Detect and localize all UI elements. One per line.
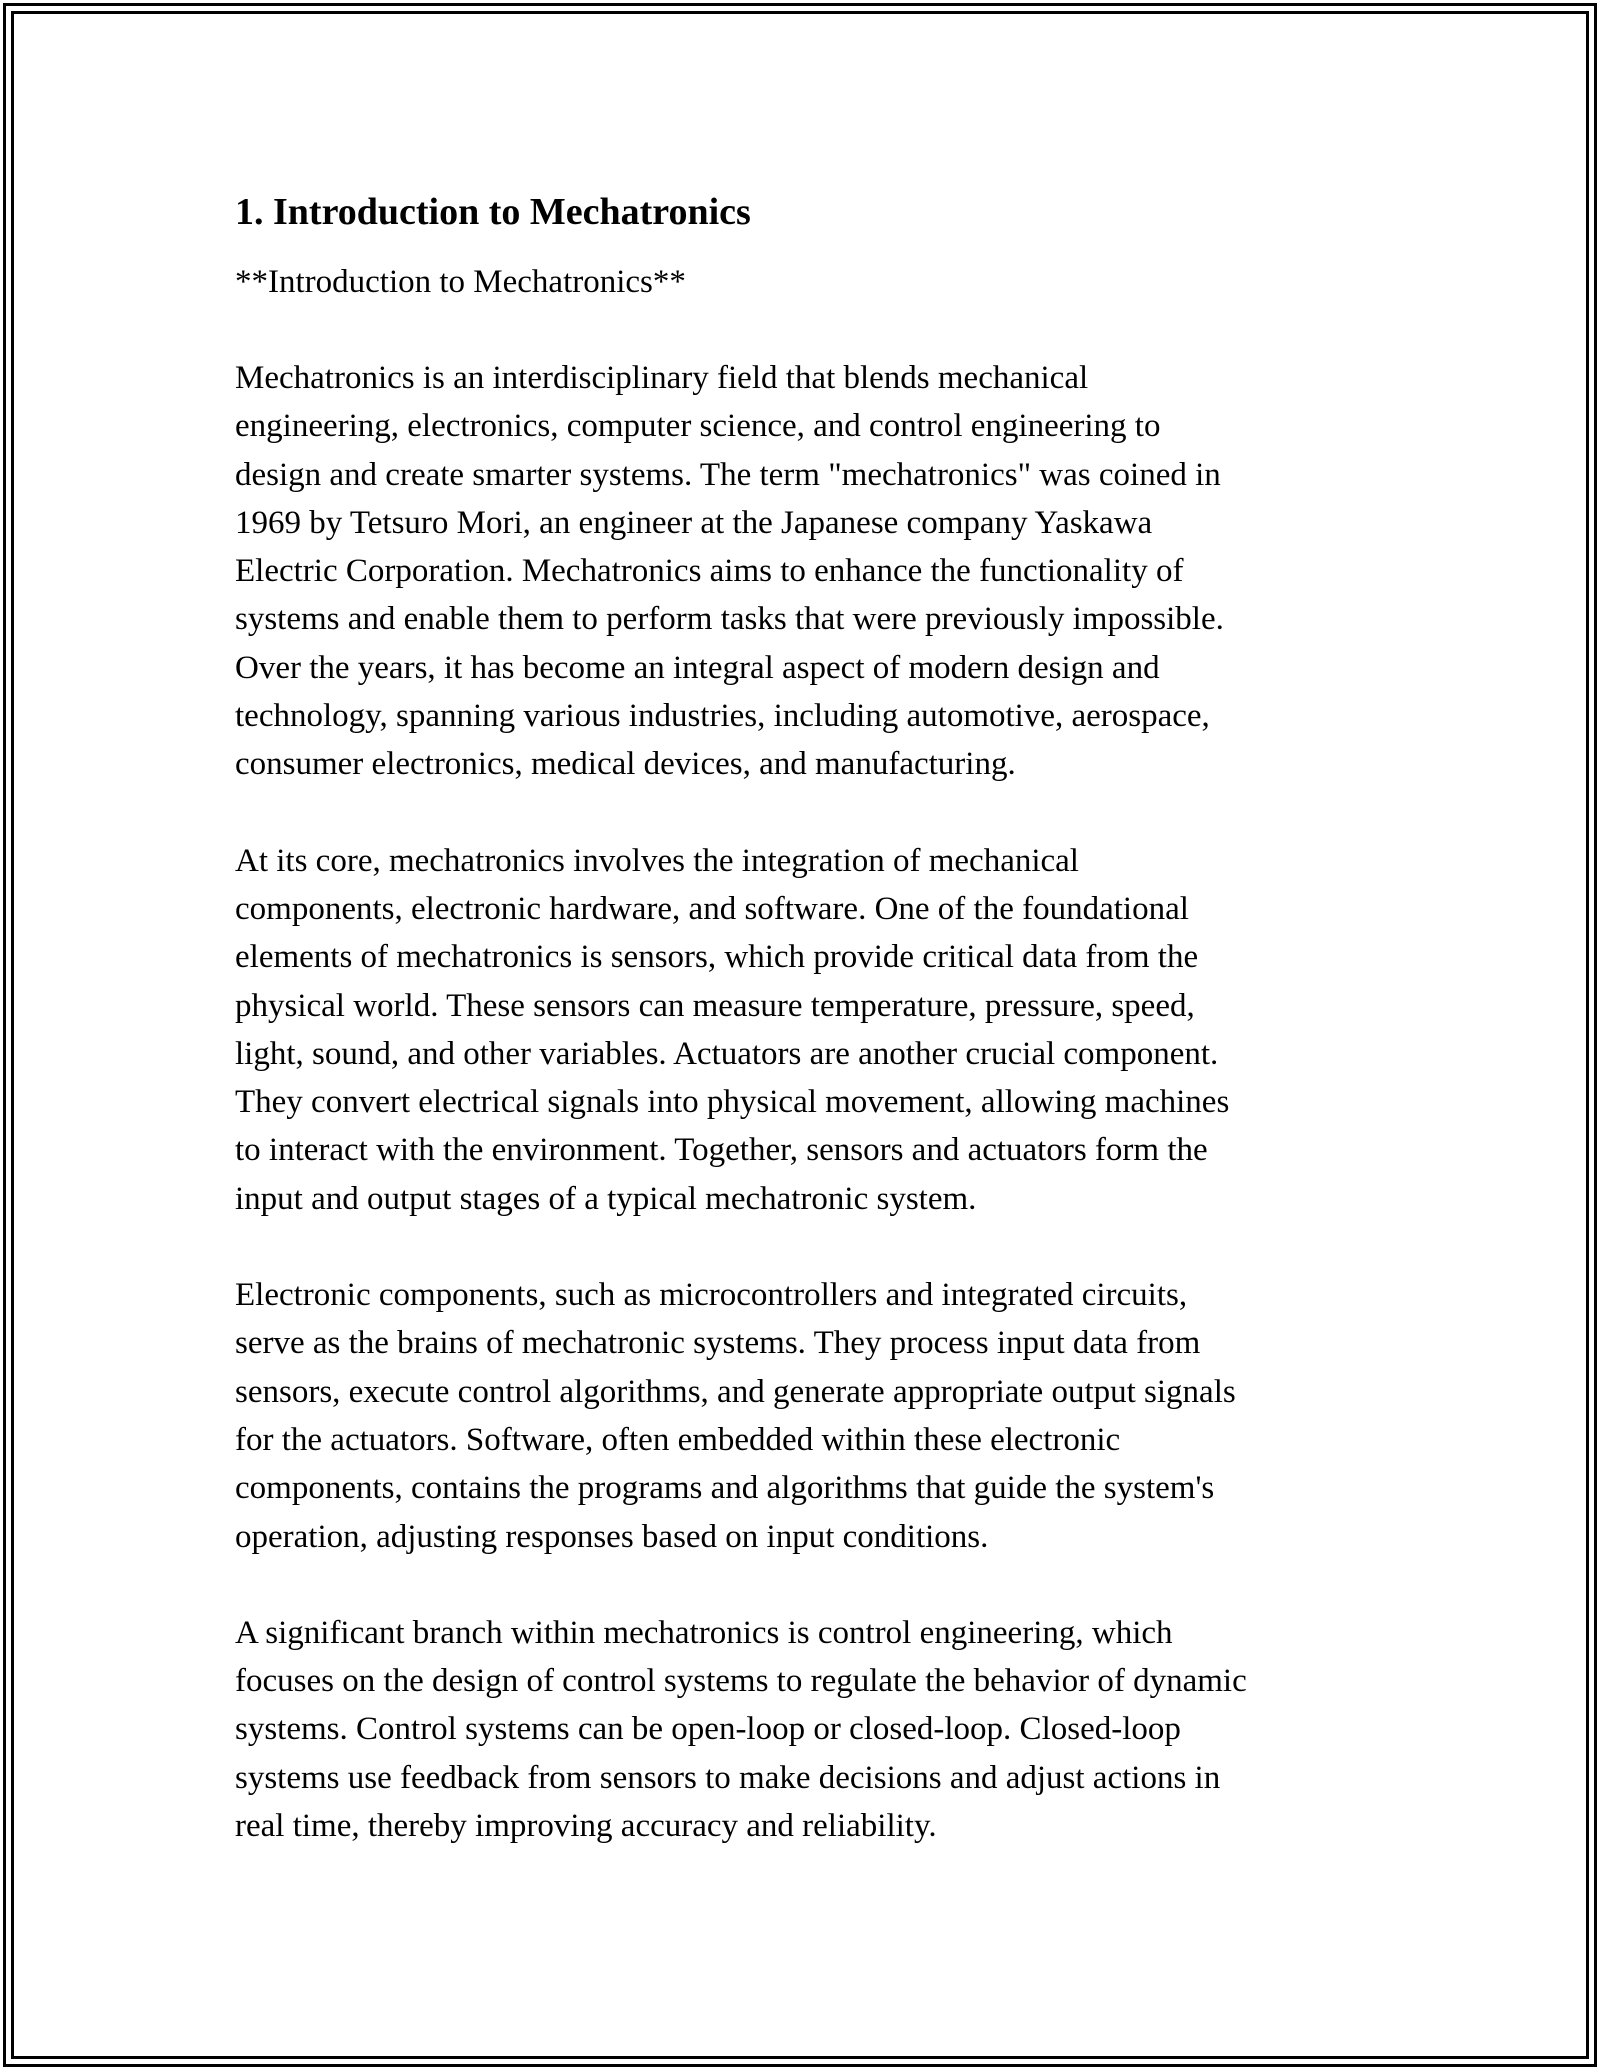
paragraph-line: systems and enable them to perform tasks that were previously impossible. bbox=[235, 601, 1224, 638]
paragraph-line: Over the years, it has become an integral aspect of modern design and bbox=[235, 649, 1160, 686]
paragraph-line: serve as the brains of mechatronic systems. They process input data from bbox=[235, 1325, 1201, 1362]
paragraph-line: light, sound, and other variables. Actuators are another crucial component. bbox=[235, 1035, 1219, 1072]
paragraph-line: At its core, mechatronics involves the integration of mechanical bbox=[235, 842, 1079, 879]
paragraph bbox=[235, 1609, 1375, 1850]
paragraph-line: systems. Control systems can be open-loop or closed-loop. Closed-loop bbox=[235, 1711, 1181, 1748]
paragraph-list bbox=[235, 354, 1375, 1850]
paragraph-line: real time, thereby improving accuracy and reliability. bbox=[235, 1808, 937, 1845]
document-body bbox=[235, 186, 1375, 1898]
paragraph-line: physical world. These sensors can measure temperature, pressure, speed, bbox=[235, 987, 1195, 1024]
paragraph-line: A significant branch within mechatronics is control engineering, which bbox=[235, 1614, 1173, 1651]
paragraph-line: Electronic components, such as microcontrollers and integrated circuits, bbox=[235, 1277, 1188, 1314]
paragraph-line: systems use feedback from sensors to make decisions and adjust actions in bbox=[235, 1759, 1221, 1796]
paragraph-line: technology, spanning various industries, including automotive, aerospace, bbox=[235, 698, 1210, 735]
paragraph-line: components, electronic hardware, and software. One of the foundational bbox=[235, 890, 1189, 927]
paragraph-line: design and create smarter systems. The term "mechatronics" was coined in bbox=[235, 456, 1221, 493]
paragraph-line: engineering, electronics, computer science, and control engineering to bbox=[235, 408, 1161, 445]
paragraph-line: input and output stages of a typical mechatronic system. bbox=[235, 1180, 977, 1217]
paragraph-line: consumer electronics, medical devices, and manufacturing. bbox=[235, 746, 1016, 783]
paragraph-line: sensors, execute control algorithms, and generate appropriate output signals bbox=[235, 1373, 1236, 1410]
paragraph-line: Mechatronics is an interdisciplinary field that blends mechanical bbox=[235, 360, 1089, 396]
paragraph-line: Electric Corporation. Mechatronics aims to enhance the functionality of bbox=[235, 553, 1184, 590]
paragraph-line: elements of mechatronics is sensors, which provide critical data from the bbox=[235, 939, 1199, 976]
paragraph-line: focuses on the design of control systems to regulate the behavior of dynamic bbox=[235, 1663, 1247, 1700]
paragraph-line: operation, adjusting responses based on input conditions. bbox=[235, 1518, 989, 1555]
paragraph-line: for the actuators. Software, often embedded within these electronic bbox=[235, 1421, 1121, 1458]
paragraph bbox=[235, 354, 1375, 789]
section-heading: 1. Introduction to Mechatronics bbox=[235, 191, 751, 233]
section-subtitle: **Introduction to Mechatronics** bbox=[235, 264, 686, 300]
paragraph-line: to interact with the environment. Together, sensors and actuators form the bbox=[235, 1132, 1208, 1169]
paragraph-line: 1969 by Tetsuro Mori, an engineer at the Japanese company Yaskawa bbox=[235, 504, 1153, 541]
paragraph bbox=[235, 837, 1375, 1223]
paragraph-line: They convert electrical signals into physical movement, allowing machines bbox=[235, 1084, 1230, 1121]
paragraph-line: components, contains the programs and algorithms that guide the system's bbox=[235, 1470, 1215, 1507]
paragraph bbox=[235, 1271, 1375, 1561]
